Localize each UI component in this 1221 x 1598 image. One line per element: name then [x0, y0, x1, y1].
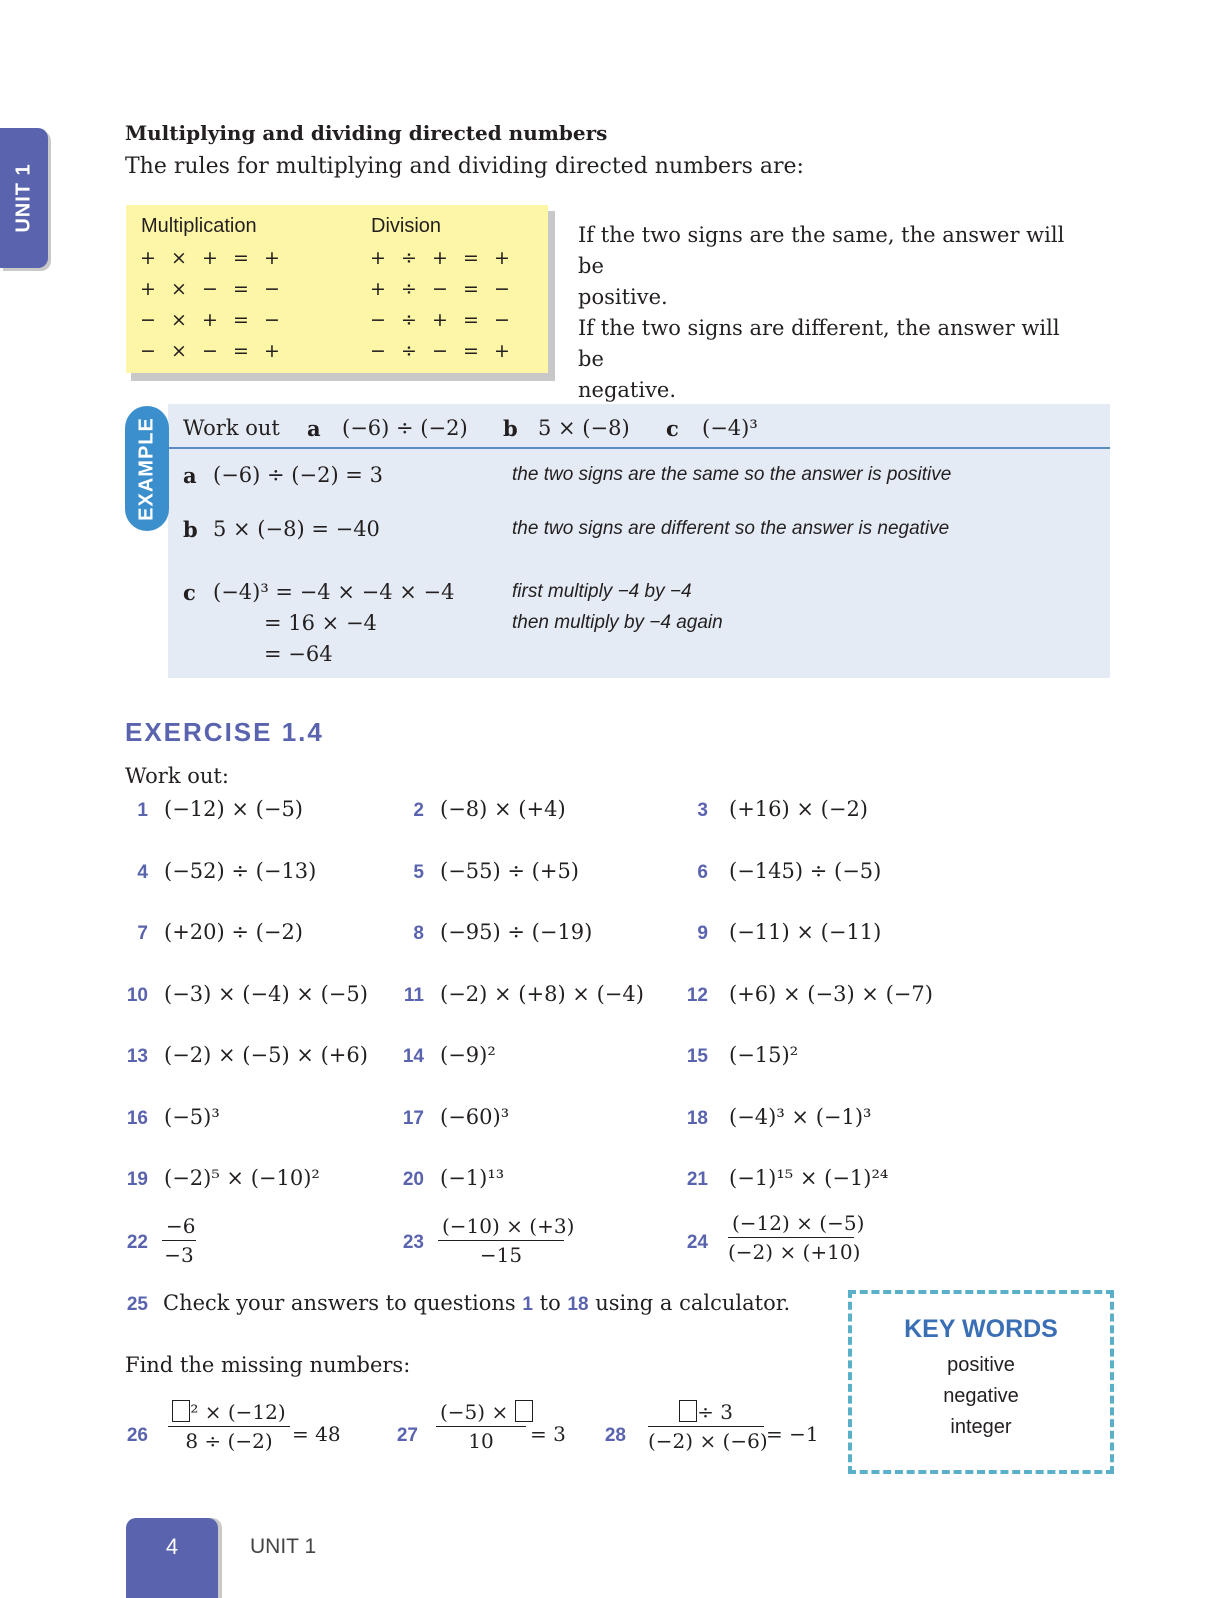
rule-symbol: = — [233, 340, 249, 362]
page-number: 4 — [165, 1534, 179, 1559]
rule-symbol: = — [233, 309, 249, 331]
unit-side-tab-label: UNIT 1 — [12, 163, 35, 233]
missing-box[interactable] — [515, 1400, 533, 1422]
equals-minus-1: = −1 — [766, 1422, 819, 1446]
rule-symbol: = — [233, 278, 249, 300]
fraction-22 — [162, 1214, 196, 1267]
question-number: 27 — [396, 1425, 418, 1446]
key-word: integer — [950, 1416, 1012, 1438]
example-qc-label: c — [666, 416, 679, 441]
question-text: (−12) × (−5) — [164, 797, 303, 821]
rule-symbol: − — [432, 278, 448, 300]
question-text: (−2) × (+8) × (−4) — [440, 981, 644, 1006]
question-text: (+16) × (−2) — [729, 797, 868, 821]
rule-symbol: + — [494, 340, 510, 362]
division-row — [370, 309, 525, 331]
question-text: (−145) ÷ (−5) — [729, 858, 882, 883]
sign-rule-line: negative. — [578, 378, 677, 402]
multiplication-row — [140, 340, 295, 362]
question-text: (−95) ÷ (−19) — [440, 920, 593, 944]
example-tab — [125, 406, 169, 531]
rule-symbol: = — [463, 278, 479, 300]
question-text: (−3) × (−4) × (−5) — [164, 981, 368, 1006]
multiplication-heading: Multiplication — [141, 215, 257, 237]
question-number: 18 — [686, 1107, 708, 1129]
example-divider — [168, 447, 1110, 449]
question-number: 11 — [403, 984, 424, 1006]
question-number: 5 — [413, 861, 424, 883]
question-number: 6 — [697, 861, 708, 883]
multiplication-row — [140, 247, 295, 269]
rule-symbol: × — [171, 340, 187, 362]
rule-symbol: = — [233, 247, 249, 269]
fraction-23 — [438, 1214, 575, 1267]
numerator-text: ² × (−12) — [190, 1400, 286, 1424]
rule-symbol: = — [463, 340, 479, 362]
key-words-title: KEY WORDS — [904, 1315, 1058, 1343]
fraction-numerator: −6 — [162, 1214, 196, 1241]
rule-symbol: × — [171, 247, 187, 269]
example-c-work2: = 16 × −4 — [264, 611, 377, 635]
question-number: 7 — [137, 923, 148, 944]
division-row — [370, 278, 525, 300]
rule-symbol: ÷ — [401, 247, 417, 269]
missing-box[interactable] — [679, 1400, 697, 1422]
intro-text: The rules for multiplying and dividing directed numbers are: — [125, 154, 804, 179]
division-row — [370, 247, 525, 269]
work-out-label: Work out: — [125, 764, 229, 788]
fraction-denominator: 8 ÷ (−2) — [185, 1429, 273, 1453]
example-c-note2: then multiply by −4 again — [512, 612, 723, 633]
question-number: 12 — [686, 984, 708, 1006]
question-number: 4 — [137, 861, 148, 883]
fraction-24 — [728, 1211, 865, 1264]
question-number: 24 — [686, 1232, 708, 1253]
question-number: 23 — [402, 1232, 424, 1253]
fraction-denominator: 10 — [468, 1429, 494, 1453]
fraction-28 — [648, 1400, 768, 1453]
rule-symbol: = — [463, 247, 479, 269]
question-text: (−60)³ — [440, 1104, 510, 1129]
rule-symbol: + — [264, 340, 280, 362]
example-b-label: b — [183, 517, 198, 542]
question-number: 26 — [126, 1425, 148, 1446]
rule-symbol: − — [432, 340, 448, 362]
rule-symbol: ÷ — [401, 278, 417, 300]
example-a-label: a — [183, 463, 197, 488]
key-word: negative — [943, 1385, 1019, 1407]
question-text: (−1)¹³ — [440, 1166, 505, 1190]
question-text: (−55) ÷ (+5) — [440, 858, 579, 883]
question-number: 21 — [686, 1169, 708, 1190]
question-text: (−5)³ — [164, 1104, 220, 1129]
rule-symbol: + — [494, 247, 510, 269]
example-qb: 5 × (−8) — [538, 416, 630, 440]
sign-rule-text — [578, 220, 1088, 406]
fraction-numerator — [168, 1400, 290, 1427]
fraction-numerator — [648, 1400, 764, 1427]
example-tab-label: EXAMPLE — [135, 416, 158, 521]
question-text: (+6) × (−3) × (−7) — [729, 981, 933, 1006]
example-work-out: Work out — [183, 416, 280, 440]
sign-rule-line: If the two signs are different, the answer will be — [578, 316, 1060, 371]
fraction-27 — [436, 1400, 526, 1453]
rule-symbol: + — [140, 278, 156, 300]
rule-symbol: × — [171, 278, 187, 300]
example-b-work: 5 × (−8) = −40 — [213, 517, 380, 541]
question-text: (−9)² — [440, 1043, 496, 1067]
example-qa: (−6) ÷ (−2) — [342, 416, 468, 440]
question-number: 2 — [413, 800, 424, 821]
rule-symbol: + — [140, 247, 156, 269]
question-number: 16 — [126, 1107, 148, 1129]
question-number: 28 — [604, 1425, 626, 1446]
question-number: 10 — [126, 984, 148, 1006]
question-number: 13 — [126, 1046, 148, 1067]
example-qc: (−4)³ — [702, 416, 758, 440]
rule-symbol: − — [202, 278, 218, 300]
rule-symbol: − — [264, 309, 280, 331]
q25-text: using a calculator. — [595, 1291, 791, 1315]
rule-symbol: ÷ — [401, 309, 417, 331]
question-text: (−8) × (+4) — [440, 797, 566, 821]
footer-unit-label: UNIT 1 — [250, 1535, 317, 1558]
fraction-numerator: (−12) × (−5) — [728, 1211, 854, 1238]
find-missing-label: Find the missing numbers: — [125, 1353, 411, 1377]
example-c-label: c — [183, 580, 196, 605]
example-a-note: the two signs are the same so the answer is positive — [512, 464, 952, 485]
question-number: 25 — [126, 1294, 148, 1315]
numerator-text: ÷ 3 — [697, 1400, 733, 1424]
rule-symbol: − — [494, 309, 510, 331]
rule-symbol: + — [370, 278, 386, 300]
question-number: 14 — [402, 1046, 424, 1067]
example-c-work3: = −64 — [264, 642, 333, 666]
equals-48: = 48 — [292, 1422, 341, 1446]
rule-symbol: + — [432, 247, 448, 269]
example-c-work1: (−4)³ = −4 × −4 × −4 — [213, 580, 455, 604]
question-text: (+20) ÷ (−2) — [164, 920, 303, 944]
q25-text: Check your answers to questions — [163, 1291, 516, 1315]
fraction-denominator: −15 — [479, 1243, 523, 1267]
q25-ref: 1 — [522, 1294, 533, 1315]
question-number: 8 — [413, 923, 424, 944]
rule-symbol: − — [494, 278, 510, 300]
rule-symbol: − — [140, 309, 156, 331]
rule-symbol: + — [202, 309, 218, 331]
question-text: (−11) × (−11) — [729, 920, 882, 944]
sign-rule-line: positive. — [578, 285, 668, 309]
rule-symbol: − — [202, 340, 218, 362]
question-number: 1 — [137, 800, 148, 821]
sign-rule-line: If the two signs are the same, the answer will be — [578, 223, 1065, 278]
example-qb-label: b — [503, 416, 518, 441]
missing-box[interactable] — [172, 1400, 190, 1422]
question-number: 22 — [126, 1232, 148, 1253]
question-25 — [163, 1291, 790, 1316]
question-number: 19 — [126, 1169, 148, 1190]
rule-symbol: + — [370, 247, 386, 269]
question-number: 20 — [402, 1169, 424, 1190]
question-text: (−1)¹⁵ × (−1)²⁴ — [729, 1166, 889, 1190]
q25-text: to — [539, 1291, 561, 1315]
rule-symbol: − — [264, 278, 280, 300]
division-row — [370, 340, 525, 362]
question-number: 9 — [697, 923, 708, 944]
question-text: (−15)² — [729, 1043, 799, 1067]
numerator-text: (−5) × — [440, 1400, 509, 1424]
exercise-title: EXERCISE 1.4 — [125, 717, 324, 747]
example-box — [168, 404, 1110, 678]
fraction-26 — [168, 1400, 290, 1453]
question-number: 3 — [697, 800, 708, 821]
multiplication-row — [140, 309, 295, 331]
key-word: positive — [947, 1354, 1015, 1376]
rule-symbol: = — [463, 309, 479, 331]
fraction-denominator: (−2) × (−6) — [648, 1429, 768, 1453]
rules-box — [126, 205, 548, 373]
rule-symbol: + — [432, 309, 448, 331]
example-c-note1: first multiply −4 by −4 — [512, 581, 692, 602]
rule-symbol: − — [370, 309, 386, 331]
example-a-work: (−6) ÷ (−2) = 3 — [213, 463, 383, 487]
example-b-note: the two signs are different so the answer is negative — [512, 518, 950, 539]
rule-symbol: + — [202, 247, 218, 269]
question-text: (−2) × (−5) × (+6) — [164, 1043, 368, 1067]
multiplication-row — [140, 278, 295, 300]
division-heading: Division — [371, 215, 442, 237]
rule-symbol: + — [264, 247, 280, 269]
q25-ref: 18 — [567, 1294, 589, 1315]
question-text: (−2)⁵ × (−10)² — [164, 1166, 320, 1190]
equals-3: = 3 — [530, 1422, 566, 1446]
unit-side-tab — [0, 128, 48, 268]
rule-symbol: ÷ — [401, 340, 417, 362]
rule-symbol: − — [370, 340, 386, 362]
fraction-denominator: (−2) × (+10) — [728, 1240, 861, 1264]
section-title: Multiplying and dividing directed numbers — [125, 121, 608, 145]
fraction-denominator: −3 — [164, 1243, 194, 1267]
rule-symbol: × — [171, 309, 187, 331]
question-text: (−4)³ × (−1)³ — [729, 1104, 872, 1129]
rule-symbol: − — [140, 340, 156, 362]
question-text: (−52) ÷ (−13) — [164, 858, 317, 883]
fraction-numerator: (−10) × (+3) — [438, 1214, 564, 1241]
fraction-numerator — [436, 1400, 526, 1427]
example-qa-label: a — [307, 416, 321, 441]
question-number: 17 — [402, 1107, 424, 1129]
question-number: 15 — [686, 1046, 708, 1067]
